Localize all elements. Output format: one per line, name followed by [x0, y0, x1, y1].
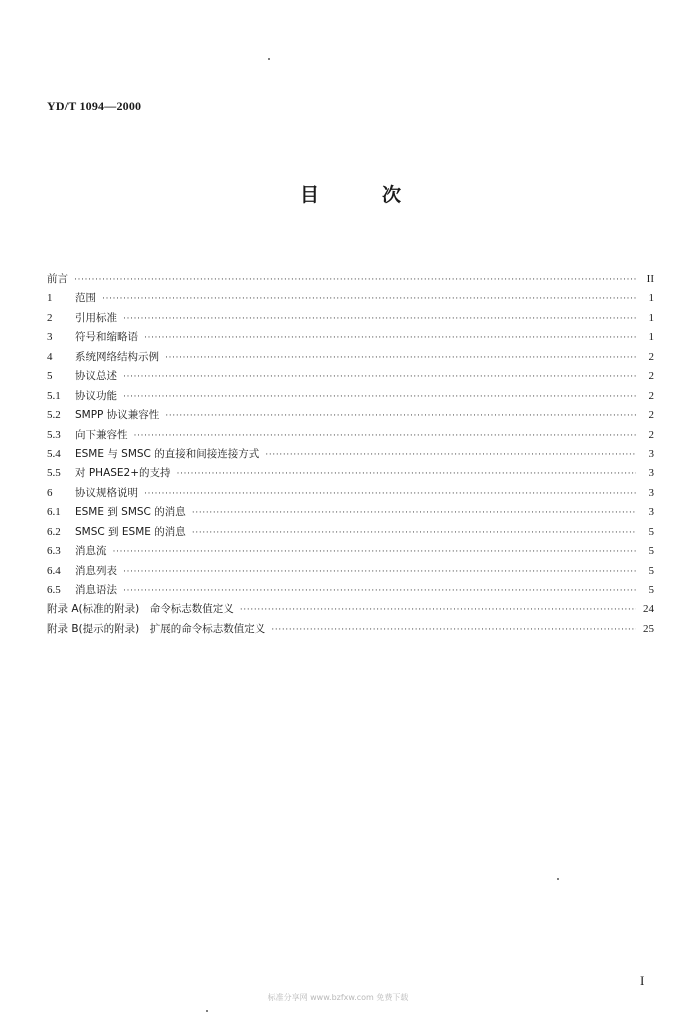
toc-entry-number: 5.3 [47, 428, 61, 441]
toc-entry-number: 4 [47, 350, 53, 363]
toc-dot-leader [123, 387, 636, 406]
toc-entry-label: 前言 [47, 273, 68, 285]
toc-dot-leader [74, 270, 636, 289]
toc-entry-page: 2 [648, 350, 654, 363]
title-char-2: 次 [382, 184, 402, 206]
scan-speck [557, 878, 559, 880]
toc-entry-label: SMPP 协议兼容性 [75, 409, 160, 422]
toc-entry-3[interactable] [47, 328, 654, 347]
toc-entry-number: 3 [47, 331, 53, 344]
toc-entry-page: 5 [648, 525, 654, 538]
toc-entry-5-2[interactable] [47, 406, 654, 425]
toc-entry-number: 5 [47, 370, 53, 383]
toc-entry-label: 协议总述 [75, 370, 117, 383]
toc-entry-number: 6 [47, 486, 53, 499]
toc-dot-leader [265, 445, 636, 464]
toc-entry-label: 向下兼容性 [75, 428, 128, 441]
toc-entry-page: 3 [648, 486, 654, 499]
toc-dot-leader [165, 406, 636, 425]
toc-entry-page: 2 [648, 409, 654, 422]
toc-dot-leader [192, 523, 636, 542]
toc-entry-label: 对 PHASE2+的支持 [75, 467, 171, 480]
title-char-1: 目 [300, 184, 320, 206]
toc-entry-page: 3 [648, 506, 654, 519]
toc-entry-number: 6.2 [47, 525, 61, 538]
toc-entry-label: 系统网络结构示例 [75, 350, 159, 363]
toc-entry-page: II [646, 273, 654, 285]
toc-entry-number: 5.1 [47, 389, 61, 402]
toc-dot-leader [123, 581, 636, 600]
toc-entry-appendix-a[interactable] [47, 600, 654, 619]
toc-dot-leader [144, 328, 636, 347]
standard-code: YD/T 1094—2000 [47, 99, 142, 113]
toc-entry-page: 1 [648, 292, 654, 305]
toc-dot-leader [165, 348, 636, 367]
toc-dot-leader [113, 542, 637, 561]
toc-entry-label: 符号和缩略语 [75, 331, 138, 344]
toc-entry-6-4[interactable] [47, 562, 654, 581]
toc-entry-number: 5.2 [47, 409, 61, 422]
toc-entry-number: 5.5 [47, 467, 61, 480]
toc-dot-leader [134, 426, 637, 445]
toc-entry-label: 附录 B(提示的附录) 扩展的命令标志数值定义 [47, 622, 266, 635]
toc-entry-label: ESME 到 SMSC 的消息 [75, 506, 186, 519]
toc-entry-appendix-b[interactable] [47, 620, 654, 639]
scan-speck [268, 58, 270, 60]
toc-entry-1[interactable] [47, 289, 654, 308]
toc-entry-page: 1 [648, 311, 654, 324]
toc-dot-leader [123, 367, 636, 386]
toc-entry-label: ESME 与 SMSC 的直接和间接连接方式 [75, 447, 260, 460]
toc-entry-page: 3 [648, 447, 654, 460]
scan-speck [206, 1010, 208, 1012]
toc-entry-number: 2 [47, 311, 53, 324]
toc-entry-5-4[interactable] [47, 445, 654, 464]
toc-entry-number: 6.4 [47, 564, 61, 577]
toc-entry-number: 5.4 [47, 447, 61, 460]
toc-entry-page: 5 [648, 545, 654, 558]
toc-dot-leader [192, 503, 636, 522]
toc-entry-number: 6.3 [47, 545, 61, 558]
toc-entry-6[interactable] [47, 484, 654, 503]
toc-entry-page: 24 [643, 603, 654, 616]
toc-entry-page: 2 [648, 370, 654, 383]
toc-entry-label: 消息流 [75, 545, 107, 558]
toc-entry-6-3[interactable] [47, 542, 654, 561]
toc-entry-2[interactable] [47, 309, 654, 328]
table-of-contents [47, 270, 654, 639]
toc-entry-label: SMSC 到 ESME 的消息 [75, 525, 186, 538]
toc-entry-page: 25 [643, 622, 654, 635]
toc-entry-number: 6.1 [47, 506, 61, 519]
toc-entry-number: 1 [47, 292, 53, 305]
toc-entry-page: 3 [648, 467, 654, 480]
toc-entry-6-5[interactable] [47, 581, 654, 600]
toc-entry-label: 消息列表 [75, 564, 117, 577]
toc-entry-5-5[interactable] [47, 464, 654, 483]
toc-entry-label: 引用标准 [75, 311, 117, 324]
toc-dot-leader [177, 464, 636, 483]
toc-entry-page: 2 [648, 428, 654, 441]
toc-entry-4[interactable] [47, 348, 654, 367]
toc-entry-label: 消息语法 [75, 584, 117, 596]
toc-dot-leader [123, 562, 636, 581]
toc-entry-page: 1 [648, 331, 654, 344]
toc-entry-label: 附录 A(标准的附录) 命令标志数值定义 [47, 603, 234, 616]
page-number: I [640, 973, 645, 988]
toc-dot-leader [102, 289, 636, 308]
toc-entry-6-2[interactable] [47, 523, 654, 542]
toc-dot-leader [123, 309, 636, 328]
toc-dot-leader [144, 484, 636, 503]
toc-entry-5-3[interactable] [47, 426, 654, 445]
toc-entry-label: 协议规格说明 [75, 486, 138, 499]
toc-dot-leader [271, 620, 636, 639]
toc-entry-label: 范围 [75, 292, 96, 305]
toc-entry-6-1[interactable] [47, 503, 654, 522]
page-title [0, 180, 676, 208]
toc-entry-label: 协议功能 [75, 389, 117, 402]
toc-entry-page: 5 [648, 584, 654, 596]
toc-entry-5[interactable] [47, 367, 654, 386]
watermark: 标准分享网 www.bzfxw.com 免费下载 [267, 993, 409, 1002]
toc-entry-page: 5 [648, 564, 654, 577]
toc-entry-number: 6.5 [47, 584, 61, 596]
toc-dot-leader [240, 600, 636, 619]
toc-entry-5-1[interactable] [47, 387, 654, 406]
toc-entry-foreword[interactable] [47, 270, 654, 289]
toc-entry-page: 2 [648, 389, 654, 402]
